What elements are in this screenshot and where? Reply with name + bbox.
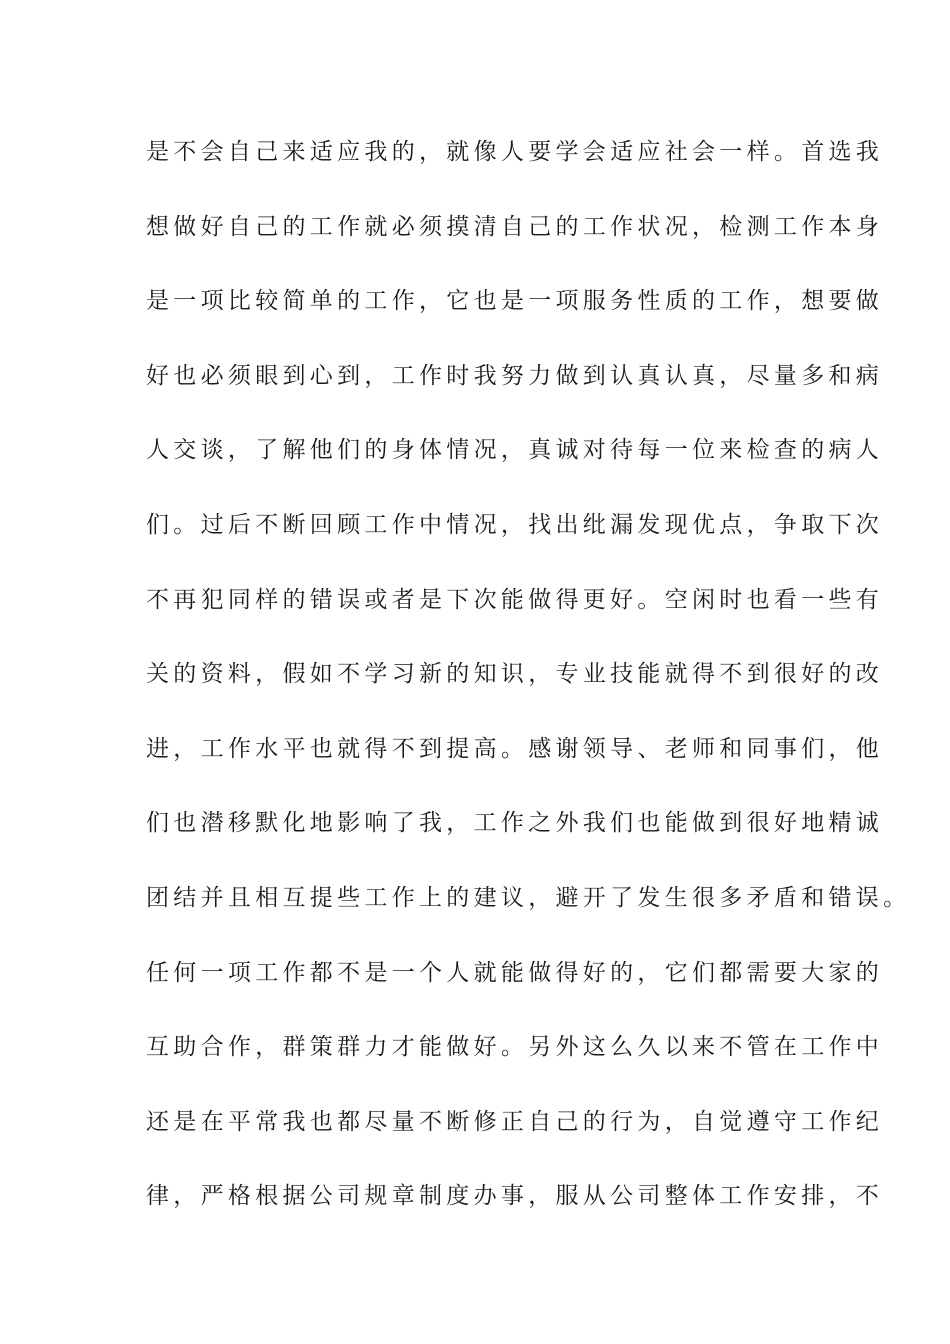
text-line-13: 互助合作，群策群力才能做好。另外这么久以来不管在工作中 — [146, 1034, 884, 1061]
text-line-8: 关的资料，假如不学习新的知识，专业技能就得不到很好的改 — [146, 661, 884, 688]
text-line-5: 人交谈，了解他们的身体情况，真诚对待每一位来检查的病人 — [146, 437, 884, 464]
text-line-15: 律，严格根据公司规章制度办事，服从公司整体工作安排，不 — [146, 1183, 884, 1210]
text-line-4: 好也必须眼到心到，工作时我努力做到认真认真，尽量多和病 — [146, 362, 884, 389]
text-line-1: 是不会自己来适应我的，就像人要学会适应社会一样。首选我 — [146, 139, 884, 165]
text-line-11: 团结并且相互提些工作上的建议，避开了发生很多矛盾和错误。 — [146, 884, 911, 911]
text-line-10: 们也潜移默化地影响了我，工作之外我们也能做到很好地精诚 — [146, 810, 884, 837]
text-line-7: 不再犯同样的错误或者是下次能做得更好。空闲时也看一些有 — [146, 586, 884, 613]
body-text — [146, 134, 911, 1253]
text-line-9: 进，工作水平也就得不到提高。感谢领导、老师和同事们，他 — [146, 735, 884, 762]
text-line-2: 想做好自己的工作就必须摸清自己的工作状况，检测工作本身 — [146, 213, 884, 240]
text-line-12: 任何一项工作都不是一个人就能做得好的，它们都需要大家的 — [146, 959, 884, 986]
text-line-6: 们。过后不断回顾工作中情况，找出纰漏发现优点，争取下次 — [146, 511, 884, 538]
text-line-14: 还是在平常我也都尽量不断修正自己的行为，自觉遵守工作纪 — [146, 1108, 884, 1135]
text-line-3: 是一项比较简单的工作，它也是一项服务性质的工作，想要做 — [146, 288, 884, 315]
